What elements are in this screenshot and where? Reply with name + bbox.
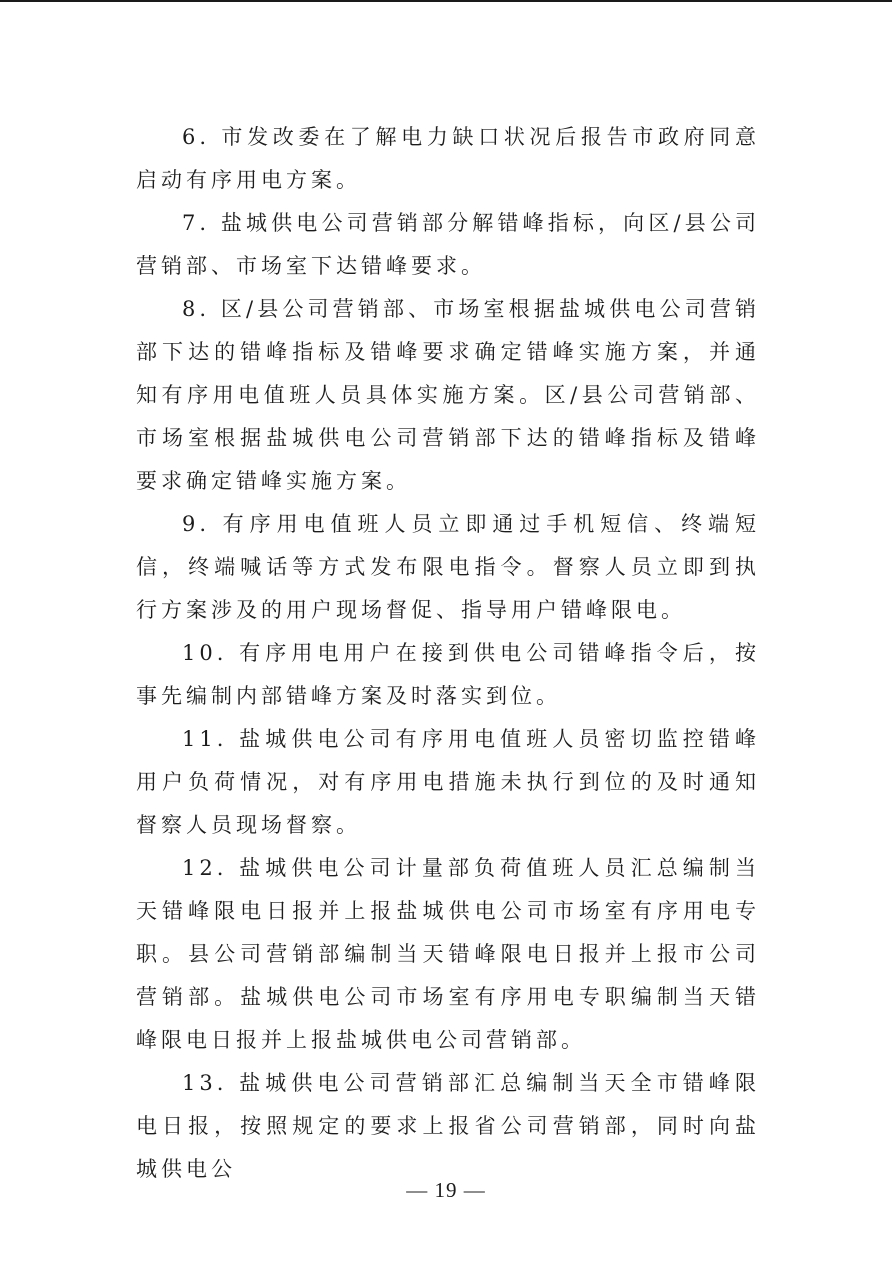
page-footer xyxy=(0,1170,892,1210)
paragraph-item-11: 11. 盐城供电公司有序用电值班人员密切监控错峰用户负荷情况，对有序用电措施未执行到位的及时通知督察人员现场督察。 xyxy=(136,727,760,837)
paragraph-item-13: 13. 盐城供电公司营销部汇总编制当天全市错峰限电日报，按照规定的要求上报省公司营销部，同时向盐城供电公 xyxy=(136,1071,760,1181)
page-number: — 19 — xyxy=(406,1177,486,1202)
paragraph-item-8: 8. 区/县公司营销部、市场室根据盐城供电公司营销部下达的错峰指标及错峰要求确定错峰实施方案，并通知有序用电值班人员具体实施方案。区/县公司营销部、市场室根据盐城供电公司营销部下达的错峰指标及错峰要求确定错峰实施方案。 xyxy=(136,297,760,493)
page-body xyxy=(136,116,760,1191)
paragraph-item-10: 10. 有序用电用户在接到供电公司错峰指令后，按事先编制内部错峰方案及时落实到位。 xyxy=(136,641,760,708)
paragraph-item-12: 12. 盐城供电公司计量部负荷值班人员汇总编制当天错峰限电日报并上报盐城供电公司市场室有序用电专职。县公司营销部编制当天错峰限电日报并上报市公司营销部。盐城供电公司市场室有序用电专职编制当天错峰限电日报并上报盐城供电公司营销部。 xyxy=(136,856,760,1052)
paragraph-item-9: 9. 有序用电值班人员立即通过手机短信、终端短信，终端喊话等方式发布限电指令。督察人员立即到执行方案涉及的用户现场督促、指导用户错峰限电。 xyxy=(136,512,760,622)
paragraph-item-6: 6. 市发改委在了解电力缺口状况后报告市政府同意启动有序用电方案。 xyxy=(136,125,760,192)
paragraph-item-7: 7. 盐城供电公司营销部分解错峰指标，向区/县公司营销部、市场室下达错峰要求。 xyxy=(136,211,760,278)
